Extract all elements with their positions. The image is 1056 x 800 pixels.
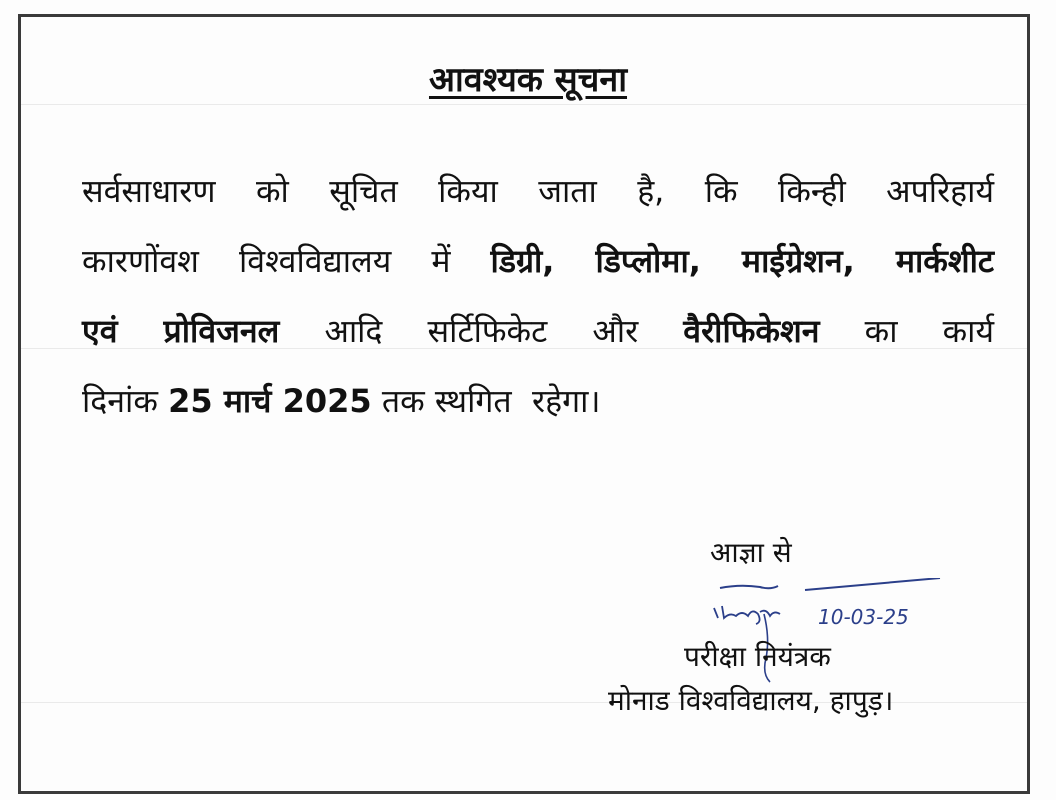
notice-title-text: आवश्यक सूचना (428, 60, 628, 100)
body-line-4-date: 25 मार्च 2025 (168, 382, 372, 420)
handwritten-date: 10-03-25 (818, 605, 909, 629)
body-line-2-bold: डिग्री, डिप्लोमा, माईग्रेशन, मार्कशीट (490, 242, 995, 280)
notice-title (0, 58, 1056, 102)
body-line-4-plain-a: दिनांक (82, 382, 169, 420)
body-line-1 (82, 156, 994, 226)
by-order-label: आज्ञा से (710, 536, 792, 569)
body-line-1-text: सर्वसाधारण को सूचित किया जाता है, कि किन्ही अपरिहार्य (82, 172, 994, 210)
university-name: मोनाड विश्वविद्यालय, हापुड़। (608, 684, 894, 717)
body-line-3-bold-b: वैरीफिकेशन (683, 312, 820, 350)
body-line-2 (82, 226, 994, 296)
notice-body (82, 156, 994, 436)
body-line-4 (82, 366, 994, 436)
body-line-3 (82, 296, 994, 366)
body-line-3-plain-a: आदि सर्टिफिकेट और (279, 312, 684, 350)
body-line-3-bold-a: एवं प्रोविजनल (82, 312, 280, 350)
body-line-2-plain: कारणोंवश विश्वविद्यालय में (82, 242, 491, 280)
designation: परीक्षा नियंत्रक (684, 640, 831, 673)
body-line-3-plain-b: का कार्य (819, 312, 995, 350)
body-line-4-plain-b: तक स्थगित रहेगा। (371, 382, 601, 420)
